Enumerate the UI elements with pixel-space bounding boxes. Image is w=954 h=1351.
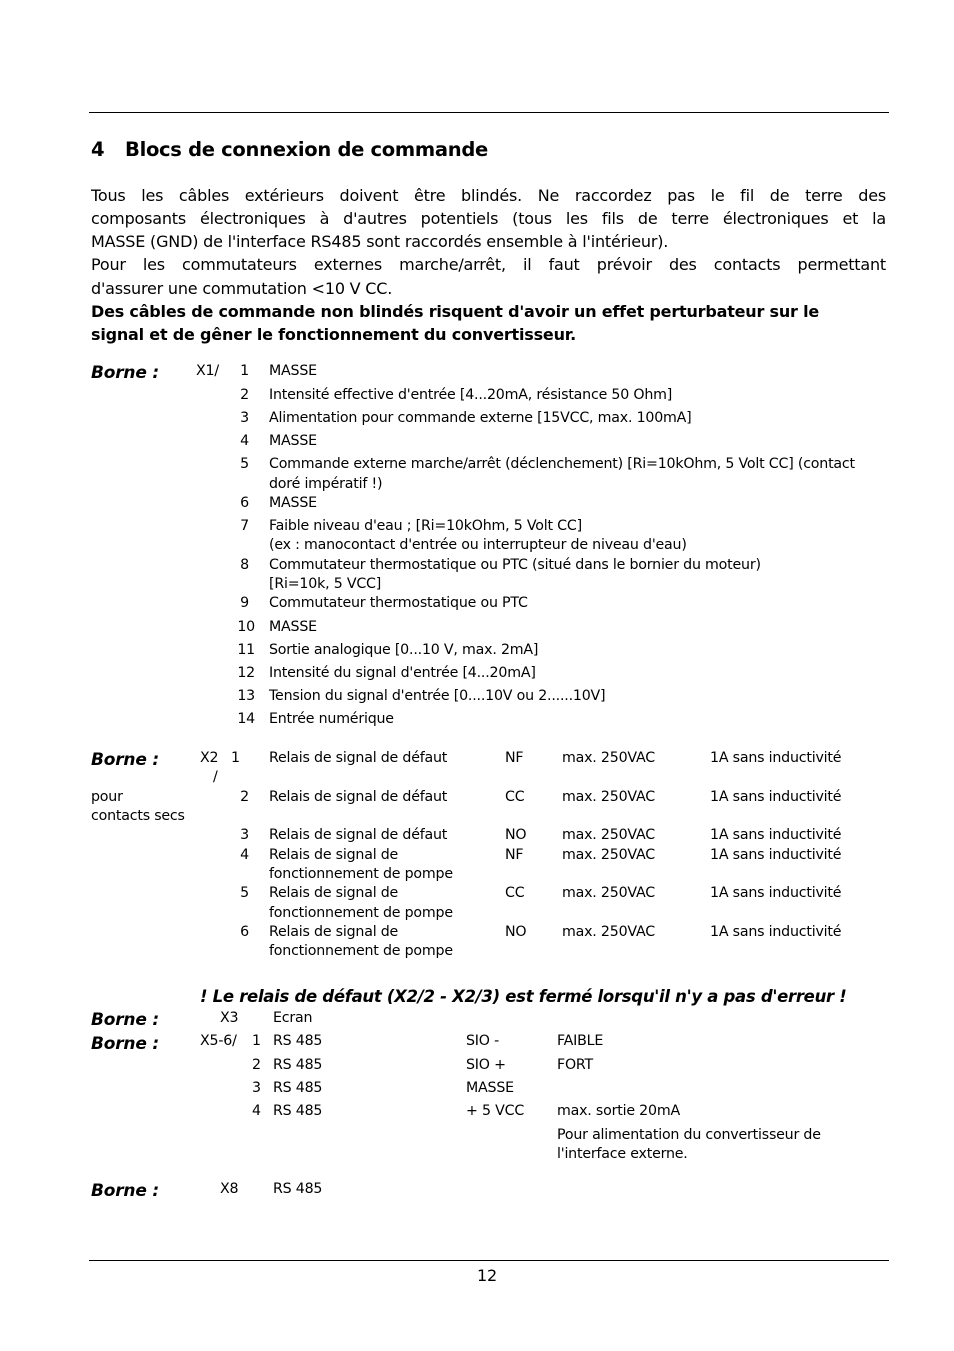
max-voltage: max. 250VAC (562, 750, 655, 766)
pin-number: 9 (240, 595, 249, 611)
pin-number: 7 (240, 518, 249, 534)
warning-line: signal et de gêner le fonctionnement du convertisseur. (91, 325, 577, 344)
pin-description: Faible niveau d'eau ; [Ri=10kOhm, 5 Volt CC] (269, 518, 582, 534)
pin-description-cont: fonctionnement de pompe (269, 866, 453, 882)
pin-description: MASSE (269, 433, 317, 449)
signal-info: max. sortie 20mA (557, 1103, 680, 1119)
pin-description-cont: fonctionnement de pompe (269, 943, 453, 959)
contact-type: NF (505, 847, 524, 863)
pin-number: 5 (240, 456, 249, 472)
max-voltage: max. 250VAC (562, 789, 655, 805)
current-rating: 1A sans inductivité (710, 847, 842, 863)
pin-description: MASSE (269, 363, 317, 379)
x2-sublabel: contacts secs (91, 808, 185, 824)
page-number: 12 (477, 1266, 497, 1285)
pin-description: Entrée numérique (269, 711, 394, 727)
contact-type: CC (505, 885, 525, 901)
borne-label-x56: Borne : (91, 1034, 159, 1054)
max-voltage: max. 250VAC (562, 827, 655, 843)
pin-description: Relais de signal de (269, 885, 399, 901)
signal-info: FORT (557, 1057, 594, 1073)
x3-description: Ecran (273, 1010, 313, 1026)
footer-rule (89, 1260, 889, 1261)
pin-number: 5 (240, 885, 249, 901)
max-voltage: max. 250VAC (562, 924, 655, 940)
current-rating: 1A sans inductivité (710, 789, 842, 805)
pin-description: RS 485 (273, 1057, 323, 1073)
signal-info: FAIBLE (557, 1033, 604, 1049)
current-rating: 1A sans inductivité (710, 924, 842, 940)
terminal-x2-slash: / (213, 769, 218, 785)
signal-name: SIO - (466, 1033, 499, 1049)
pin-number: 2 (252, 1057, 261, 1073)
warning-line: Des câbles de commande non blindés risquent d'avoir un effet perturbateur sur le (91, 302, 820, 321)
relay-note: ! Le relais de défaut (X2/2 - X2/3) est fermé lorsqu'il n'y a pas d'erreur ! (200, 987, 847, 1006)
max-voltage: max. 250VAC (562, 885, 655, 901)
signal-name: + 5 VCC (466, 1103, 525, 1119)
supply-note: l'interface externe. (557, 1146, 688, 1162)
supply-note: Pour alimentation du convertisseur de (557, 1127, 821, 1143)
terminal-x2: X2 (200, 750, 219, 766)
contact-type: NO (505, 924, 527, 940)
pin-description: MASSE (269, 619, 317, 635)
terminal-x56: X5-6/ (200, 1033, 237, 1049)
pin-number: 12 (237, 665, 255, 681)
header-rule (89, 112, 889, 113)
x8-description: RS 485 (273, 1181, 323, 1197)
pin-description: Commutateur thermostatique ou PTC (situé dans le bornier du moteur) (269, 557, 761, 573)
pin-description: RS 485 (273, 1033, 323, 1049)
pin-number: 2 (240, 789, 249, 805)
section-number: 4 (91, 138, 105, 161)
contact-type: NO (505, 827, 527, 843)
pin-description: MASSE (269, 495, 317, 511)
pin-number: 8 (240, 557, 249, 573)
pin-description: Alimentation pour commande externe [15VCC, max. 100mA] (269, 410, 692, 426)
pin-number: 3 (240, 410, 249, 426)
intro-line: Tous les câbles extérieurs doivent être blindés. Ne raccordez pas le fil de terre des (91, 186, 886, 205)
pin-number: 3 (252, 1080, 261, 1096)
pin-number: 11 (237, 642, 255, 658)
pin-description: Relais de signal de (269, 847, 399, 863)
x2-sublabel: pour (91, 789, 123, 805)
borne-label-x8: Borne : (91, 1181, 159, 1201)
current-rating: 1A sans inductivité (710, 750, 842, 766)
pin-description: Relais de signal de défaut (269, 750, 448, 766)
pin-description: Intensité effective d'entrée [4...20mA, résistance 50 Ohm] (269, 387, 673, 403)
signal-name: MASSE (466, 1080, 514, 1096)
pin-number: 10 (237, 619, 255, 635)
max-voltage: max. 250VAC (562, 847, 655, 863)
pin-number: 4 (240, 847, 249, 863)
pin-description: Intensité du signal d'entrée [4...20mA] (269, 665, 536, 681)
contact-type: CC (505, 789, 525, 805)
pin-description: Sortie analogique [0...10 V, max. 2mA] (269, 642, 539, 658)
pin-number: 13 (237, 688, 255, 704)
pin-description-cont: [Ri=10k, 5 VCC] (269, 576, 382, 592)
terminal-x3: X3 (220, 1010, 239, 1026)
pin-description: Relais de signal de défaut (269, 789, 448, 805)
current-rating: 1A sans inductivité (710, 885, 842, 901)
intro-line: composants électroniques à d'autres potentiels (tous les fils de terre électroniques et la (91, 209, 886, 228)
pin-description: RS 485 (273, 1103, 323, 1119)
pin-description-cont: doré impératif !) (269, 476, 383, 492)
terminal-x1: X1/ (196, 363, 219, 379)
pin-number: 14 (237, 711, 255, 727)
intro-line: Pour les commutateurs externes marche/arrêt, il faut prévoir des contacts permettant (91, 255, 886, 274)
contact-type: NF (505, 750, 524, 766)
pin-description-cont: fonctionnement de pompe (269, 905, 453, 921)
borne-label-x1: Borne : (91, 363, 159, 383)
pin-number: 4 (252, 1103, 261, 1119)
terminal-x8: X8 (220, 1181, 239, 1197)
pin-number: 4 (240, 433, 249, 449)
pin-number: 1 (252, 1033, 261, 1049)
pin-number: 6 (240, 495, 249, 511)
pin-description: Tension du signal d'entrée [0....10V ou 2......10V] (269, 688, 606, 704)
pin-description: Relais de signal de défaut (269, 827, 448, 843)
pin-number: 1 (240, 363, 249, 379)
signal-name: SIO + (466, 1057, 506, 1073)
pin-number: 1 (231, 750, 240, 766)
pin-number: 2 (240, 387, 249, 403)
intro-line: d'assurer une commutation <10 V CC. (91, 279, 393, 298)
pin-number: 3 (240, 827, 249, 843)
pin-description: Commande externe marche/arrêt (déclenchement) [Ri=10kOhm, 5 Volt CC] (contact (269, 456, 855, 472)
intro-line: MASSE (GND) de l'interface RS485 sont raccordés ensemble à l'intérieur). (91, 232, 669, 251)
section-title: Blocs de connexion de commande (125, 138, 488, 161)
borne-label-x3: Borne : (91, 1010, 159, 1030)
pin-description: RS 485 (273, 1080, 323, 1096)
current-rating: 1A sans inductivité (710, 827, 842, 843)
pin-description: Relais de signal de (269, 924, 399, 940)
pin-description-cont: (ex : manocontact d'entrée ou interrupteur de niveau d'eau) (269, 537, 687, 553)
borne-label-x2: Borne : (91, 750, 159, 770)
pin-number: 6 (240, 924, 249, 940)
pin-description: Commutateur thermostatique ou PTC (269, 595, 528, 611)
